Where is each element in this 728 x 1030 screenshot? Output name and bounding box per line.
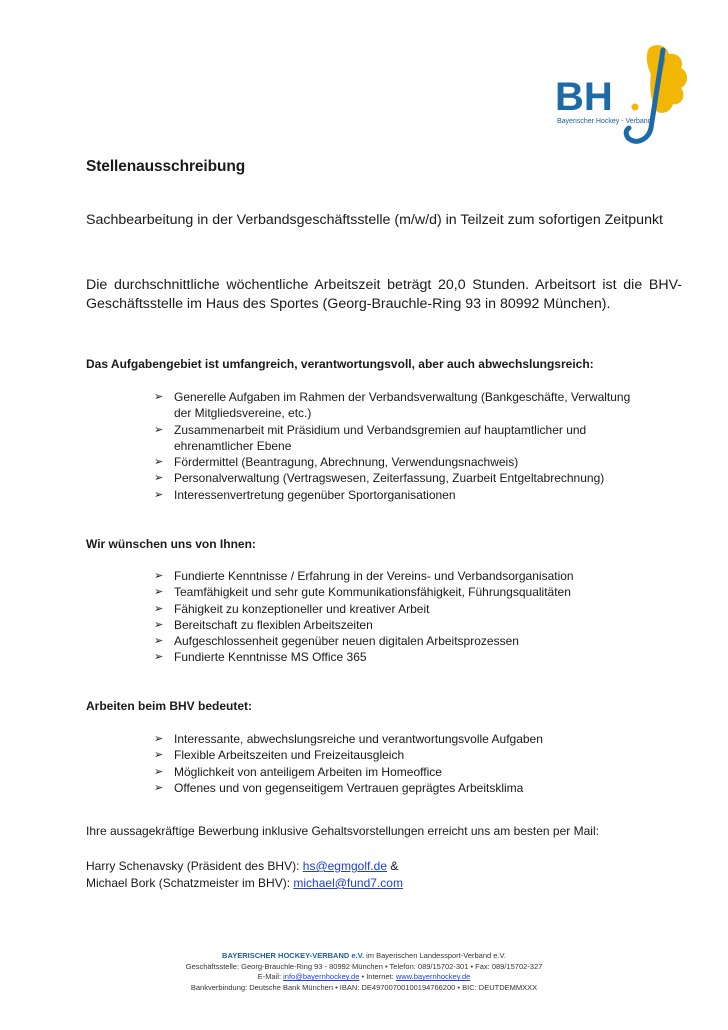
arrowhead-icon: ➢ bbox=[154, 749, 164, 762]
list-item: ➢ Möglichkeit von anteiligem Arbeiten im Homeoffice bbox=[154, 764, 442, 779]
requirements-list bbox=[154, 568, 634, 666]
footer-website-link[interactable]: www.bayernhockey.de bbox=[395, 972, 471, 982]
list-item: ➢ Fundierte Kenntnisse / Erfahrung in der Vereins- und Verbandsorganisation bbox=[154, 569, 574, 583]
arrowhead-icon: ➢ bbox=[154, 781, 164, 794]
list-item: ➢ Flexible Arbeitszeiten und Freizeitausgleich bbox=[154, 748, 405, 763]
benefits-list bbox=[154, 731, 634, 796]
logo-tagline: Bayerischer Hockey - Verband bbox=[557, 118, 652, 125]
bhv-logo-graphic bbox=[553, 40, 693, 150]
list-item: ➢ Interessante, abwechslungsreiche und verantwortungsvolle Aufgaben bbox=[154, 732, 543, 746]
contact-suffix: & bbox=[390, 859, 399, 873]
intro-paragraph: Die durchschnittliche wöchentliche Arbeitszeit beträgt 20,0 Stunden. Arbeitsort ist die BHV-Geschäftsstelle im Haus des Sportes (Georg-Brauchle-Ring 93 in 80992 München). bbox=[86, 277, 682, 312]
arrowhead-icon: ➢ bbox=[154, 651, 164, 664]
footer-email-link[interactable]: info@bayernhockey.de bbox=[283, 972, 360, 982]
list-item: ➢ Aufgeschlossenheit gegenüber neuen digitalen Arbeitsprozessen bbox=[154, 634, 519, 649]
application-text: Ihre aussagekräftige Bewerbung inklusive Gehaltsvorstellungen erreicht uns am besten per Mail: bbox=[86, 824, 599, 838]
list-item: ➢ Fördermittel (Beantragung, Abrechnung, Verwendungsnachweis) bbox=[154, 455, 519, 470]
bhv-logo bbox=[553, 40, 693, 150]
arrowhead-icon: ➢ bbox=[154, 456, 164, 469]
page-footer bbox=[0, 951, 728, 993]
contact-name: Harry Schenavsky (Präsident des BHV): bbox=[86, 859, 300, 873]
arrowhead-icon: ➢ bbox=[154, 618, 164, 631]
arrowhead-icon: ➢ bbox=[154, 733, 164, 745]
contact-line bbox=[86, 875, 403, 892]
section-heading-benefits: Arbeiten beim BHV bedeutet: bbox=[86, 699, 253, 713]
job-subtitle: Sachbearbeitung in der Verbandsgeschäftsstelle (m/w/d) in Teilzeit zum sofortigen Zeitpunkt bbox=[86, 212, 664, 228]
list-item: ➢ Zusammenarbeit mit Präsidium und Verbandsgremien auf hauptamtlicher und ehrenamtlicher Ebene bbox=[154, 422, 587, 453]
arrowhead-icon: ➢ bbox=[154, 765, 164, 778]
list-item: ➢ Offenes und von gegenseitigem Vertrauen geprägtes Arbeitsklima bbox=[154, 780, 524, 795]
footer-contact-line bbox=[0, 972, 728, 983]
logo-wordmark: BH bbox=[555, 75, 613, 119]
footer-email-label: E-Mail: bbox=[257, 972, 282, 982]
list-item: ➢ Fähigkeit zu konzeptioneller und kreativer Arbeit bbox=[154, 601, 430, 616]
list-item: ➢ Bereitschaft zu flexiblen Arbeitszeiten bbox=[154, 617, 373, 632]
list-item: ➢ Generelle Aufgaben im Rahmen der Verbandsverwaltung (Bankgeschäfte, Verwaltung der Mitgliedsvereine, etc.) bbox=[154, 390, 631, 421]
section-heading-requirements: Wir wünschen uns von Ihnen: bbox=[86, 537, 256, 551]
list-item: ➢ Interessenvertretung gegenüber Sportorganisationen bbox=[154, 487, 456, 502]
page-title: Stellenausschreibung bbox=[86, 158, 246, 175]
logo-dot bbox=[632, 104, 639, 111]
footer-org: BAYERISCHER HOCKEY-VERBAND e.V. bbox=[222, 951, 365, 960]
footer-org-line bbox=[0, 951, 728, 962]
footer-address: Geschäftsstelle: Georg-Brauchle-Ring 93 - 80992 München • Telefon: 089/15702-301 • Fax: 089/15702-327 bbox=[185, 961, 543, 971]
footer-bank: Bankverbindung: Deutsche Bank München • IBAN: DE49700700100194766200 • BIC: DEUTDEMMXXX bbox=[190, 982, 538, 992]
arrowhead-icon: ➢ bbox=[154, 391, 164, 403]
section-heading-tasks: Das Aufgabengebiet ist umfangreich, verantwortungsvoll, aber auch abwechslungsreich: bbox=[86, 357, 594, 371]
contact-line bbox=[86, 858, 403, 875]
list-item: ➢ Teamfähigkeit und sehr gute Kommunikationsfähigkeit, Führungsqualitäten bbox=[154, 585, 571, 600]
list-item: ➢ Personalverwaltung (Vertragswesen, Zeiterfassung, Zuarbeit Entgeltabrechnung) bbox=[154, 471, 605, 486]
email-link[interactable]: hs@egmgolf.de bbox=[302, 859, 387, 873]
arrowhead-icon: ➢ bbox=[154, 602, 164, 615]
task-list bbox=[154, 389, 634, 503]
footer-org-suffix: im Bayerischen Landessport-Verband e.V. bbox=[366, 951, 506, 960]
arrowhead-icon: ➢ bbox=[154, 488, 164, 501]
arrowhead-icon: ➢ bbox=[154, 570, 164, 582]
arrowhead-icon: ➢ bbox=[154, 472, 164, 485]
footer-internet-label: • Internet: bbox=[361, 972, 394, 982]
list-item: ➢ Fundierte Kenntnisse MS Office 365 bbox=[154, 650, 367, 665]
contact-name: Michael Bork (Schatzmeister im BHV): bbox=[86, 876, 291, 890]
arrowhead-icon: ➢ bbox=[154, 586, 164, 599]
arrowhead-icon: ➢ bbox=[154, 423, 164, 436]
arrowhead-icon: ➢ bbox=[154, 635, 164, 648]
contact-block bbox=[86, 858, 403, 892]
email-link[interactable]: michael@fund7.com bbox=[293, 876, 403, 890]
